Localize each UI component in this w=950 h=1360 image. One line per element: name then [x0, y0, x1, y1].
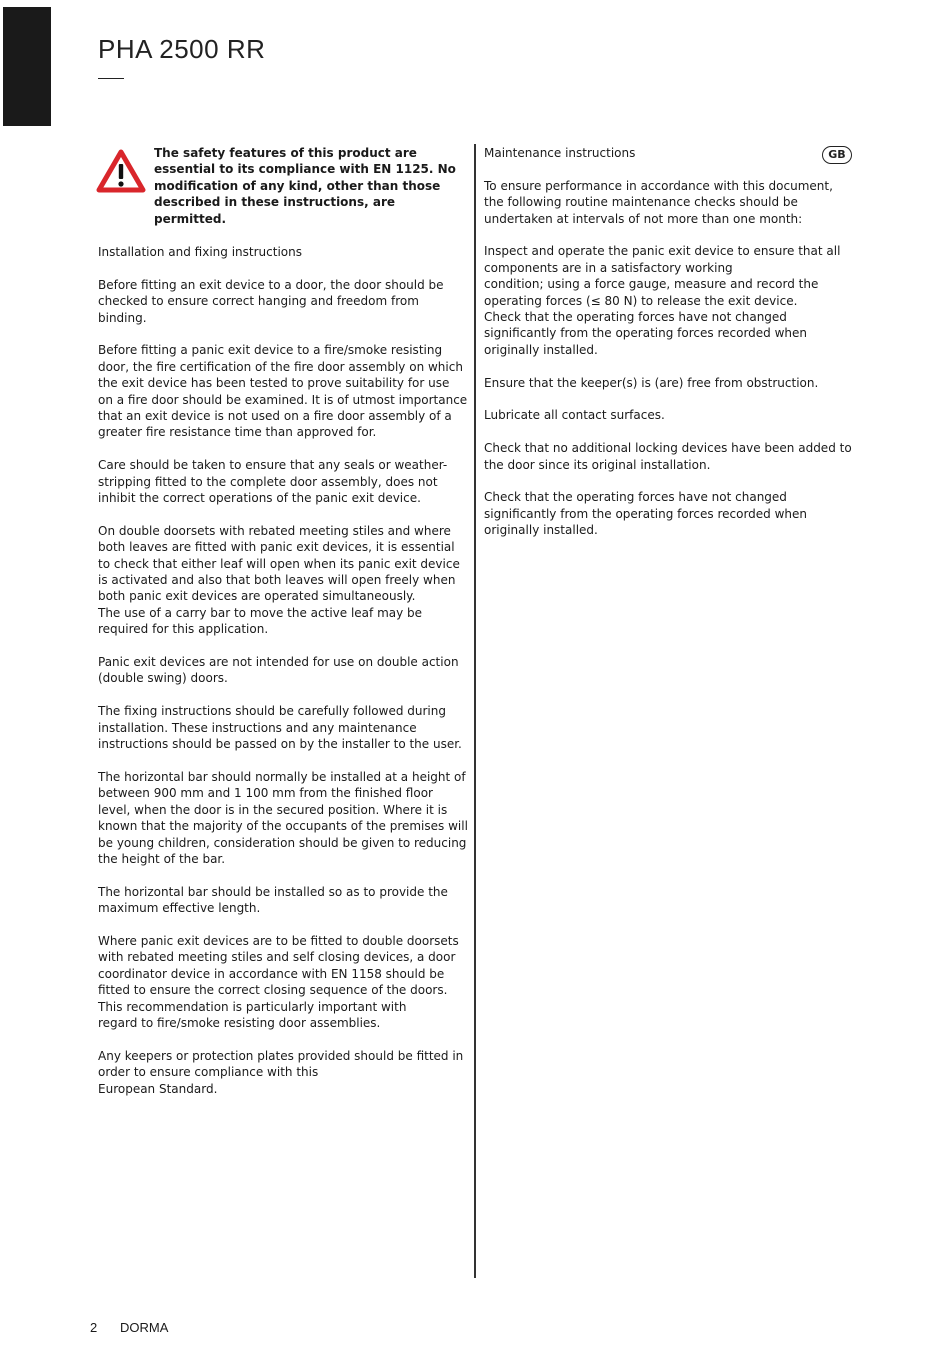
- maintenance-heading: Maintenance instructions: [484, 146, 636, 160]
- installation-paragraph: Any keepers or protection plates provided should be fitted in order to ensure compliance with this European Standard.: [98, 1048, 464, 1096]
- installation-paragraph: The horizontal bar should be installed so as to provide the maximum effective length.: [98, 884, 448, 916]
- installation-heading: Installation and fixing instructions: [98, 245, 302, 259]
- installation-paragraph: The horizontal bar should normally be installed at a height of between 900 mm and 1 100 mm from the finished floor level, when the door is in the secured position. Where it is known that the majority of the occupants of the premises will be young children, consideration should be given to reducing the height of the bar.: [98, 769, 468, 866]
- language-badge: GB: [822, 146, 852, 164]
- section-tab: [3, 7, 51, 126]
- page-footer: [90, 1320, 168, 1335]
- installation-paragraph: Care should be taken to ensure that any seals or weather-stripping fitted to the complete door assembly, does not inhibit the correct operations of the panic exit device.: [98, 458, 448, 506]
- maintenance-paragraph: Check that the operating forces have not changed significantly from the operating forces recorded when originally installed.: [484, 490, 808, 538]
- column-divider: [474, 144, 476, 1278]
- installation-section: [98, 244, 468, 1113]
- installation-paragraph: Before fitting an exit device to a door, the door should be checked to ensure correct hanging and freedom from binding.: [98, 277, 444, 325]
- page-title: PHA 2500 RR: [98, 34, 266, 64]
- brand-name: DORMA: [120, 1320, 169, 1335]
- maintenance-paragraph: To ensure performance in accordance with this document, the following routine maintenance checks should be undertaken at intervals of not more than one month:: [484, 178, 833, 226]
- maintenance-paragraph: Ensure that the keeper(s) is (are) free from obstruction.: [484, 375, 819, 390]
- warning-triangle-icon: [96, 148, 146, 194]
- maintenance-section: [484, 145, 856, 555]
- maintenance-paragraph: Inspect and operate the panic exit device to ensure that all components are in a satisfactory working condition; using a force gauge, measure and record the operating forces (≤ 80 N) to release the exit device. Check that the operating forces have not changed significantly from the operating forces recorded when originally installed.: [484, 244, 841, 357]
- installation-paragraph: Panic exit devices are not intended for use on double action (double swing) doors.: [98, 655, 459, 686]
- installation-paragraph: On double doorsets with rebated meeting stiles and where both leaves are fitted with panic exit devices, it is essential to check that either leaf will open when its panic exit device is activated and also that both leaves will open freely when both panic exit devices are operated simultaneously. The use of a carry bar to move the active leaf may be required for this application.: [98, 523, 460, 637]
- safety-notice: The safety features of this product are essential to its compliance with EN 1125. No modification of any kind, other than those described in these instructions, are permitted.: [154, 146, 456, 226]
- installation-paragraph: Where panic exit devices are to be fitted to double doorsets with rebated meeting stiles and self closing devices, a door coordinator device in accordance with EN 1158 should be fitted to ensure the correct closing sequence of the doors. This recommendation is particularly important with regard to fire/smoke resisting door assemblies.: [98, 933, 459, 1030]
- title-underline: [98, 78, 124, 79]
- installation-paragraph: Before fitting a panic exit device to a fire/smoke resisting door, the fire certification of the fire door assembly on which the exit device has been tested to prove suitability for use on a fire door should be examined. It is of utmost importance that an exit device is not used on a fire door assembly of a greater fire resistance time than approved for.: [98, 343, 468, 440]
- page-number: 2: [90, 1320, 98, 1335]
- maintenance-paragraph: Lubricate all contact surfaces.: [484, 408, 665, 423]
- maintenance-paragraph: Check that no additional locking devices have been added to the door since its original installation.: [484, 441, 852, 472]
- installation-paragraph: The fixing instructions should be carefully followed during installation. These instructions and any maintenance instructions should be passed on by the installer to the user.: [98, 704, 462, 752]
